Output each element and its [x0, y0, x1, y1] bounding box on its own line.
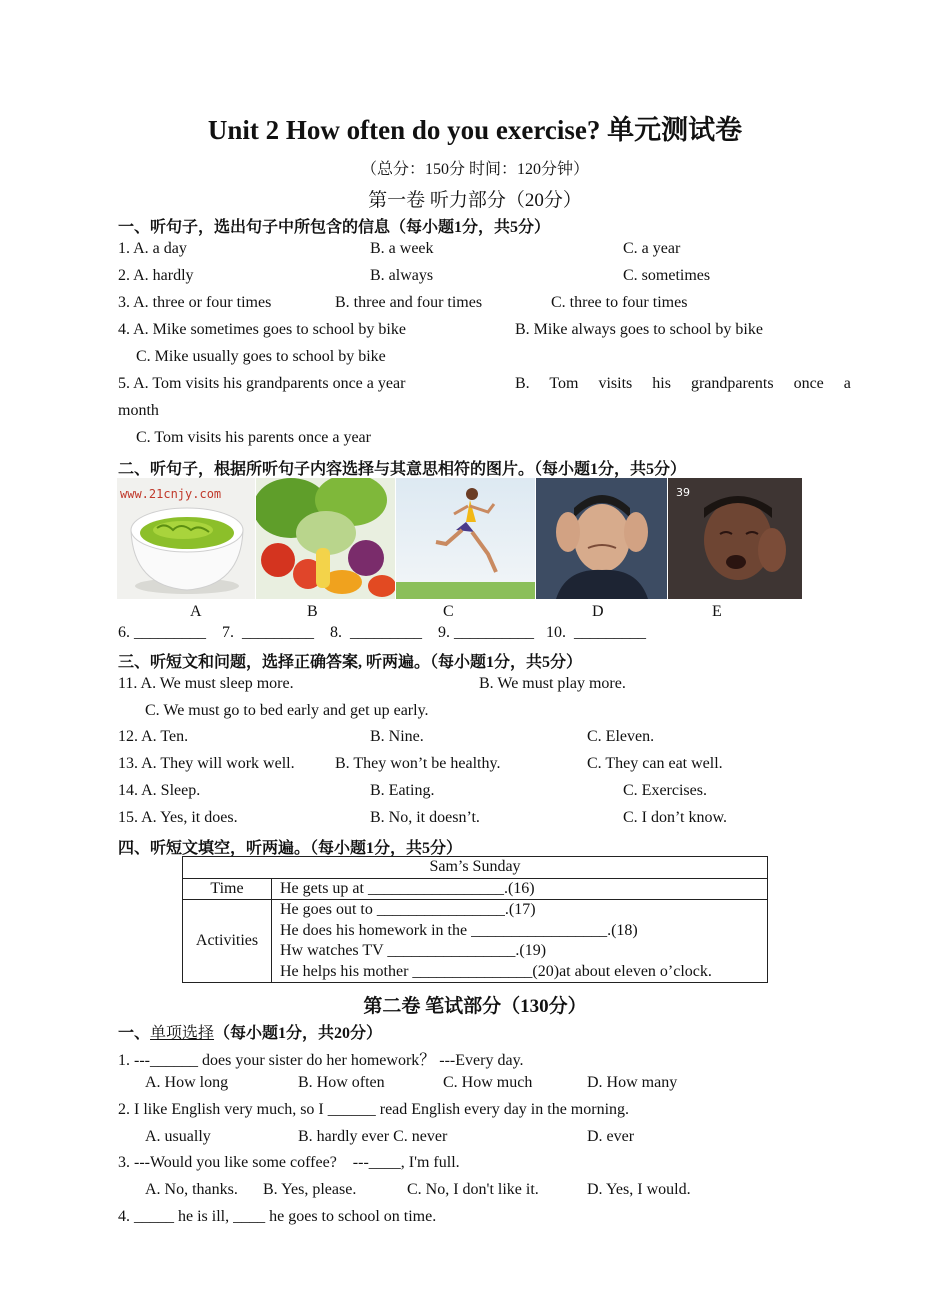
- listening-section1-heading: 一、听句子，选出句子中所包含的信息（每小题1分，共5分）: [118, 219, 551, 236]
- q15-option-a: 15. A. Yes, it does.: [118, 809, 238, 826]
- q4-option-c: C. Mike usually goes to school by bike: [136, 348, 386, 365]
- q11-option-b: B. We must play more.: [479, 675, 626, 692]
- q14-option-c: C. Exercises.: [623, 782, 707, 799]
- picture-label-c: C: [443, 603, 454, 620]
- mc-q1-option-c: C. How much: [443, 1074, 533, 1091]
- answer-blanks-6-10: 6. _________ 7. _________ 8. _________ 9. __________ 10. _________: [118, 624, 646, 641]
- activities-label: Activities: [183, 900, 272, 983]
- mc-q2-option-a: A. usually: [145, 1128, 211, 1145]
- q13-option-b: B. They won’t be healthy.: [335, 755, 501, 772]
- q14-option-a: 14. A. Sleep.: [118, 782, 201, 799]
- mc-q1-option-b: B. How often: [298, 1074, 385, 1091]
- single-choice-link[interactable]: 单项选择: [150, 1025, 215, 1042]
- picture-label-d: D: [592, 603, 604, 620]
- q15-option-b: B. No, it doesn’t.: [370, 809, 480, 826]
- q13-option-a: 13. A. They will work well.: [118, 755, 295, 772]
- activity-20: He helps his mother _______________(20)at about eleven o’clock.: [280, 962, 712, 980]
- mc-q3-option-a: A. No, thanks.: [145, 1181, 238, 1198]
- q4-option-b: B. Mike always goes to school by bike: [515, 321, 763, 338]
- listening-section3-heading: 三、听短文和问题，选择正确答案, 听两遍。（每小题1分，共5分）: [118, 654, 583, 671]
- sams-sunday-table: [182, 856, 768, 983]
- mc-q2-option-bc: B. hardly ever C. never: [298, 1128, 448, 1145]
- listening-section2-heading: 二、听句子，根据所听句子内容选择与其意思相符的图片。（每小题1分，共5分）: [118, 461, 687, 478]
- mc-q4: 4. _____ he is ill, ____ he goes to school on time.: [118, 1208, 437, 1225]
- mc-q1-option-d: D. How many: [587, 1074, 678, 1091]
- q2-option-b: B. always: [370, 267, 434, 284]
- q5-option-b-wrap: month: [118, 402, 159, 419]
- time-label: Time: [183, 878, 272, 900]
- q2-option-c: C. sometimes: [623, 267, 711, 284]
- picture-c-runner: [396, 478, 535, 599]
- q1-option-c: C. a year: [623, 240, 681, 257]
- q12-option-b: B. Nine.: [370, 728, 424, 745]
- written-section1-heading: [118, 1020, 382, 1043]
- part2-heading: 第二卷 笔试部分（130分）: [363, 996, 587, 1017]
- activity-17: He goes out to ________________.(17): [280, 901, 536, 918]
- q11-option-c: C. We must go to bed early and get up early.: [145, 702, 429, 719]
- q11-option-a: 11. A. We must sleep more.: [118, 675, 294, 692]
- mc-q2-option-d: D. ever: [587, 1128, 635, 1145]
- q1-option-a: 1. A. a day: [118, 240, 187, 257]
- q4-option-a: 4. A. Mike sometimes goes to school by bike: [118, 321, 406, 338]
- activities-list: [272, 900, 768, 983]
- picture-label-a: A: [190, 603, 202, 620]
- picture-e-toothache: [668, 478, 802, 599]
- heading-prefix: 一、: [118, 1025, 151, 1042]
- mc-q1: 1. ---______ does your sister do her homework？ ---Every day.: [118, 1052, 524, 1069]
- q3-option-c: C. three to four times: [551, 294, 688, 311]
- mc-q3: 3. ---Would you like some coffee? ---____, I'm full.: [118, 1154, 460, 1171]
- listening-section4-heading: 四、听短文填空，听两遍。（每小题1分，共5分）: [118, 840, 463, 857]
- q5-option-c: C. Tom visits his parents once a year: [136, 429, 371, 446]
- mc-q3-option-d: D. Yes, I would.: [587, 1181, 691, 1198]
- activity-19: Hw watches TV ________________.(19): [280, 942, 547, 959]
- svg-text:39: 39: [676, 486, 690, 499]
- q12-option-a: 12. A. Ten.: [118, 728, 189, 745]
- q3-option-b: B. three and four times: [335, 294, 483, 311]
- time-value: He gets up at _________________.(16): [272, 878, 768, 900]
- mc-q2: 2. I like English very much, so I ______ read English every day in the morning.: [118, 1101, 630, 1118]
- table-title: Sam’s Sunday: [183, 857, 768, 879]
- page-title: Unit 2 How often do you exercise? 单元测试卷: [207, 115, 743, 145]
- picture-label-e: E: [712, 603, 722, 620]
- q1-option-b: B. a week: [370, 240, 434, 257]
- q5-option-a: 5. A. Tom visits his grandparents once a year: [118, 375, 406, 392]
- watermark-text: www.21cnjy.com: [120, 487, 222, 501]
- q3-option-a: 3. A. three or four times: [118, 294, 272, 311]
- q5-option-b: B. Tom visits his grandparents once a: [515, 375, 851, 392]
- heading-rest: （每小题1分，共20分）: [214, 1025, 383, 1042]
- q15-option-c: C. I don’t know.: [623, 809, 727, 826]
- mc-q3-option-c: C. No, I don't like it.: [407, 1181, 539, 1198]
- q14-option-b: B. Eating.: [370, 782, 435, 799]
- mc-q3-option-b: B. Yes, please.: [263, 1181, 357, 1198]
- q12-option-c: C. Eleven.: [587, 728, 655, 745]
- picture-a-green-tea: [117, 478, 255, 599]
- picture-d-headache: [536, 478, 667, 599]
- q13-option-c: C. They can eat well.: [587, 755, 723, 772]
- picture-label-b: B: [307, 603, 318, 620]
- activity-18: He does his homework in the _________________.(18): [280, 921, 638, 939]
- part1-heading: 第一卷 听力部分（20分）: [368, 190, 582, 211]
- mc-q1-option-a: A. How long: [145, 1074, 229, 1091]
- picture-b-vegetables: [256, 478, 395, 599]
- score-time-info: （总分：150分 时间：120分钟）: [360, 161, 589, 178]
- q2-option-a: 2. A. hardly: [118, 267, 194, 284]
